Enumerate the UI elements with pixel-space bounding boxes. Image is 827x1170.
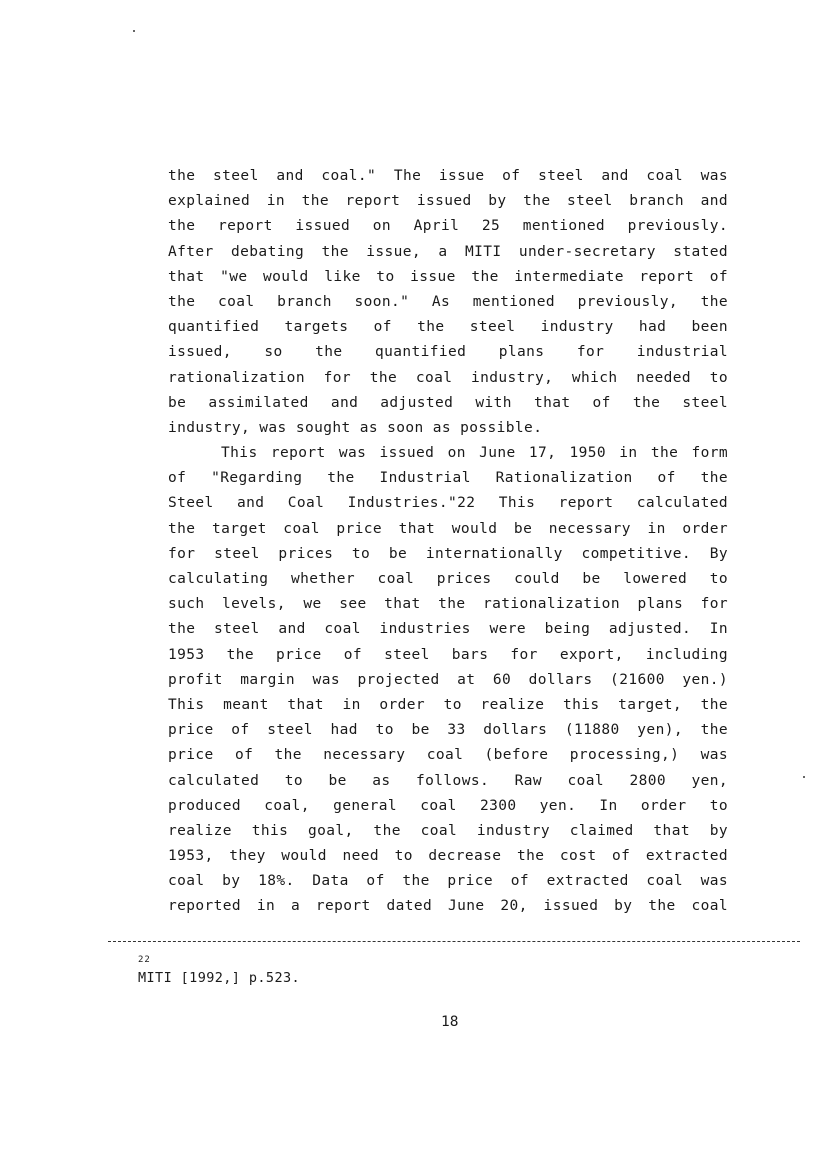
body-text (168, 164, 728, 920)
body-line: the target coal price that would be necessary in order (168, 520, 728, 537)
body-line: Steel and Coal Industries."22 This report calculated (168, 495, 728, 512)
body-line: coal by 18%. Data of the price of extracted coal was (168, 873, 728, 890)
footnote-divider (108, 941, 800, 942)
footnote-text: MITI [1992,] p.523. (138, 970, 301, 986)
scan-speck (133, 30, 135, 32)
body-line: the steel and coal industries were being adjusted. In (168, 621, 728, 638)
body-line: produced coal, general coal 2300 yen. In order to (168, 797, 728, 814)
body-line: for steel prices to be internationally competitive. By (168, 545, 728, 562)
body-line: rationalization for the coal industry, which needed to (168, 369, 728, 386)
body-line: explained in the report issued by the steel branch and (168, 193, 728, 210)
body-line: 1953, they would need to decrease the cost of extracted (168, 848, 728, 865)
body-line: realize this goal, the coal industry claimed that by (168, 822, 728, 839)
body-line: the report issued on April 25 mentioned previously. (168, 218, 728, 235)
body-line: of "Regarding the Industrial Rationalization of the (168, 470, 728, 487)
body-line: the steel and coal." The issue of steel and coal was (168, 168, 728, 184)
body-line: price of steel had to be 33 dollars (11880 yen), the (168, 722, 728, 739)
body-line: reported in a report dated June 20, issued by the coal (168, 898, 728, 915)
body-line: After debating the issue, a MITI under-secretary stated (168, 243, 728, 260)
body-line: calculated to be as follows. Raw coal 2800 yen, (168, 772, 728, 789)
page-number: 18 (441, 1014, 459, 1030)
body-line: industry, was sought as soon as possible. (168, 419, 543, 436)
body-line: This report was issued on June 17, 1950 in the form (168, 445, 728, 462)
body-line: issued, so the quantified plans for industrial (168, 344, 728, 361)
body-line: profit margin was projected at 60 dollars (21600 yen.) (168, 671, 728, 688)
body-line: the coal branch soon." As mentioned previously, the (168, 293, 728, 310)
body-line: quantified targets of the steel industry had been (168, 319, 728, 336)
body-line: 1953 the price of steel bars for export, including (168, 646, 728, 663)
body-line: price of the necessary coal (before processing,) was (168, 747, 728, 764)
body-line: calculating whether coal prices could be lowered to (168, 571, 728, 587)
body-line: be assimilated and adjusted with that of the steel (168, 394, 728, 411)
body-line: such levels, we see that the rationalization plans for (168, 596, 728, 613)
scan-speck (803, 776, 805, 778)
body-line: that "we would like to issue the intermediate report of (168, 268, 728, 285)
footnote-mark: 22 (138, 955, 151, 965)
body-line: This meant that in order to realize this target, the (168, 696, 728, 713)
